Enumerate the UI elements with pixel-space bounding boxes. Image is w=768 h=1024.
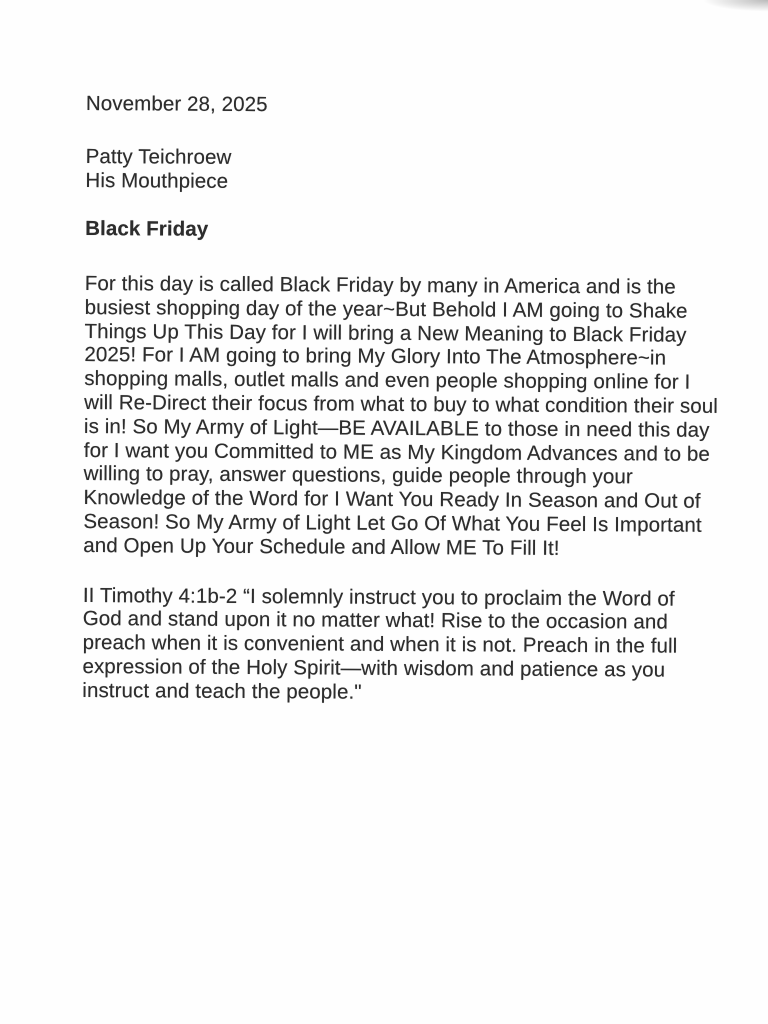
- scripture-paragraph: II Timothy 4:1b-2 “I solemnly instruct you to proclaim the Word of God and stand upon it no matter what! Rise to the occasion and preach when it is convenient and when it is not. Preach in the full expression of the Holy Spirit—with wisdom and patience as you instruct and teach the people.": [82, 583, 678, 704]
- letter-content: [82, 92, 758, 707]
- letter-heading: Black Friday: [85, 216, 209, 241]
- author-title: His Mouthpiece: [85, 168, 229, 193]
- author-block: [85, 145, 757, 197]
- letter-body-paragraph: For this day is called Black Friday by many in America and is the busiest shopping day of the year~But Behold I AM going to Shake Things Up This Day for I will bring a New Meaning to Black Friday 2025! For I AM going to bring My Glory Into The Atmosphere~in shopping malls, outlet malls and even people shopping online for I will Re-Direct their focus from what to buy to what condition their soul is in! So My Army of Light—BE AVAILABLE to those in need this day for I want you Committed to ME as My Kingdom Advances and to be willing to pray, answer questions, guide people through your Knowledge of the Word for I Want You Ready In Season and Out of Season! So My Army of Light Let Go Of What You Feel Is Important and Open Up Your Schedule and Allow ME To Fill It!: [83, 271, 719, 560]
- page-corner-scan-artifact: [694, 0, 768, 14]
- author-name: Patty Teichroew: [85, 144, 232, 169]
- letter-date: November 28, 2025: [85, 92, 268, 117]
